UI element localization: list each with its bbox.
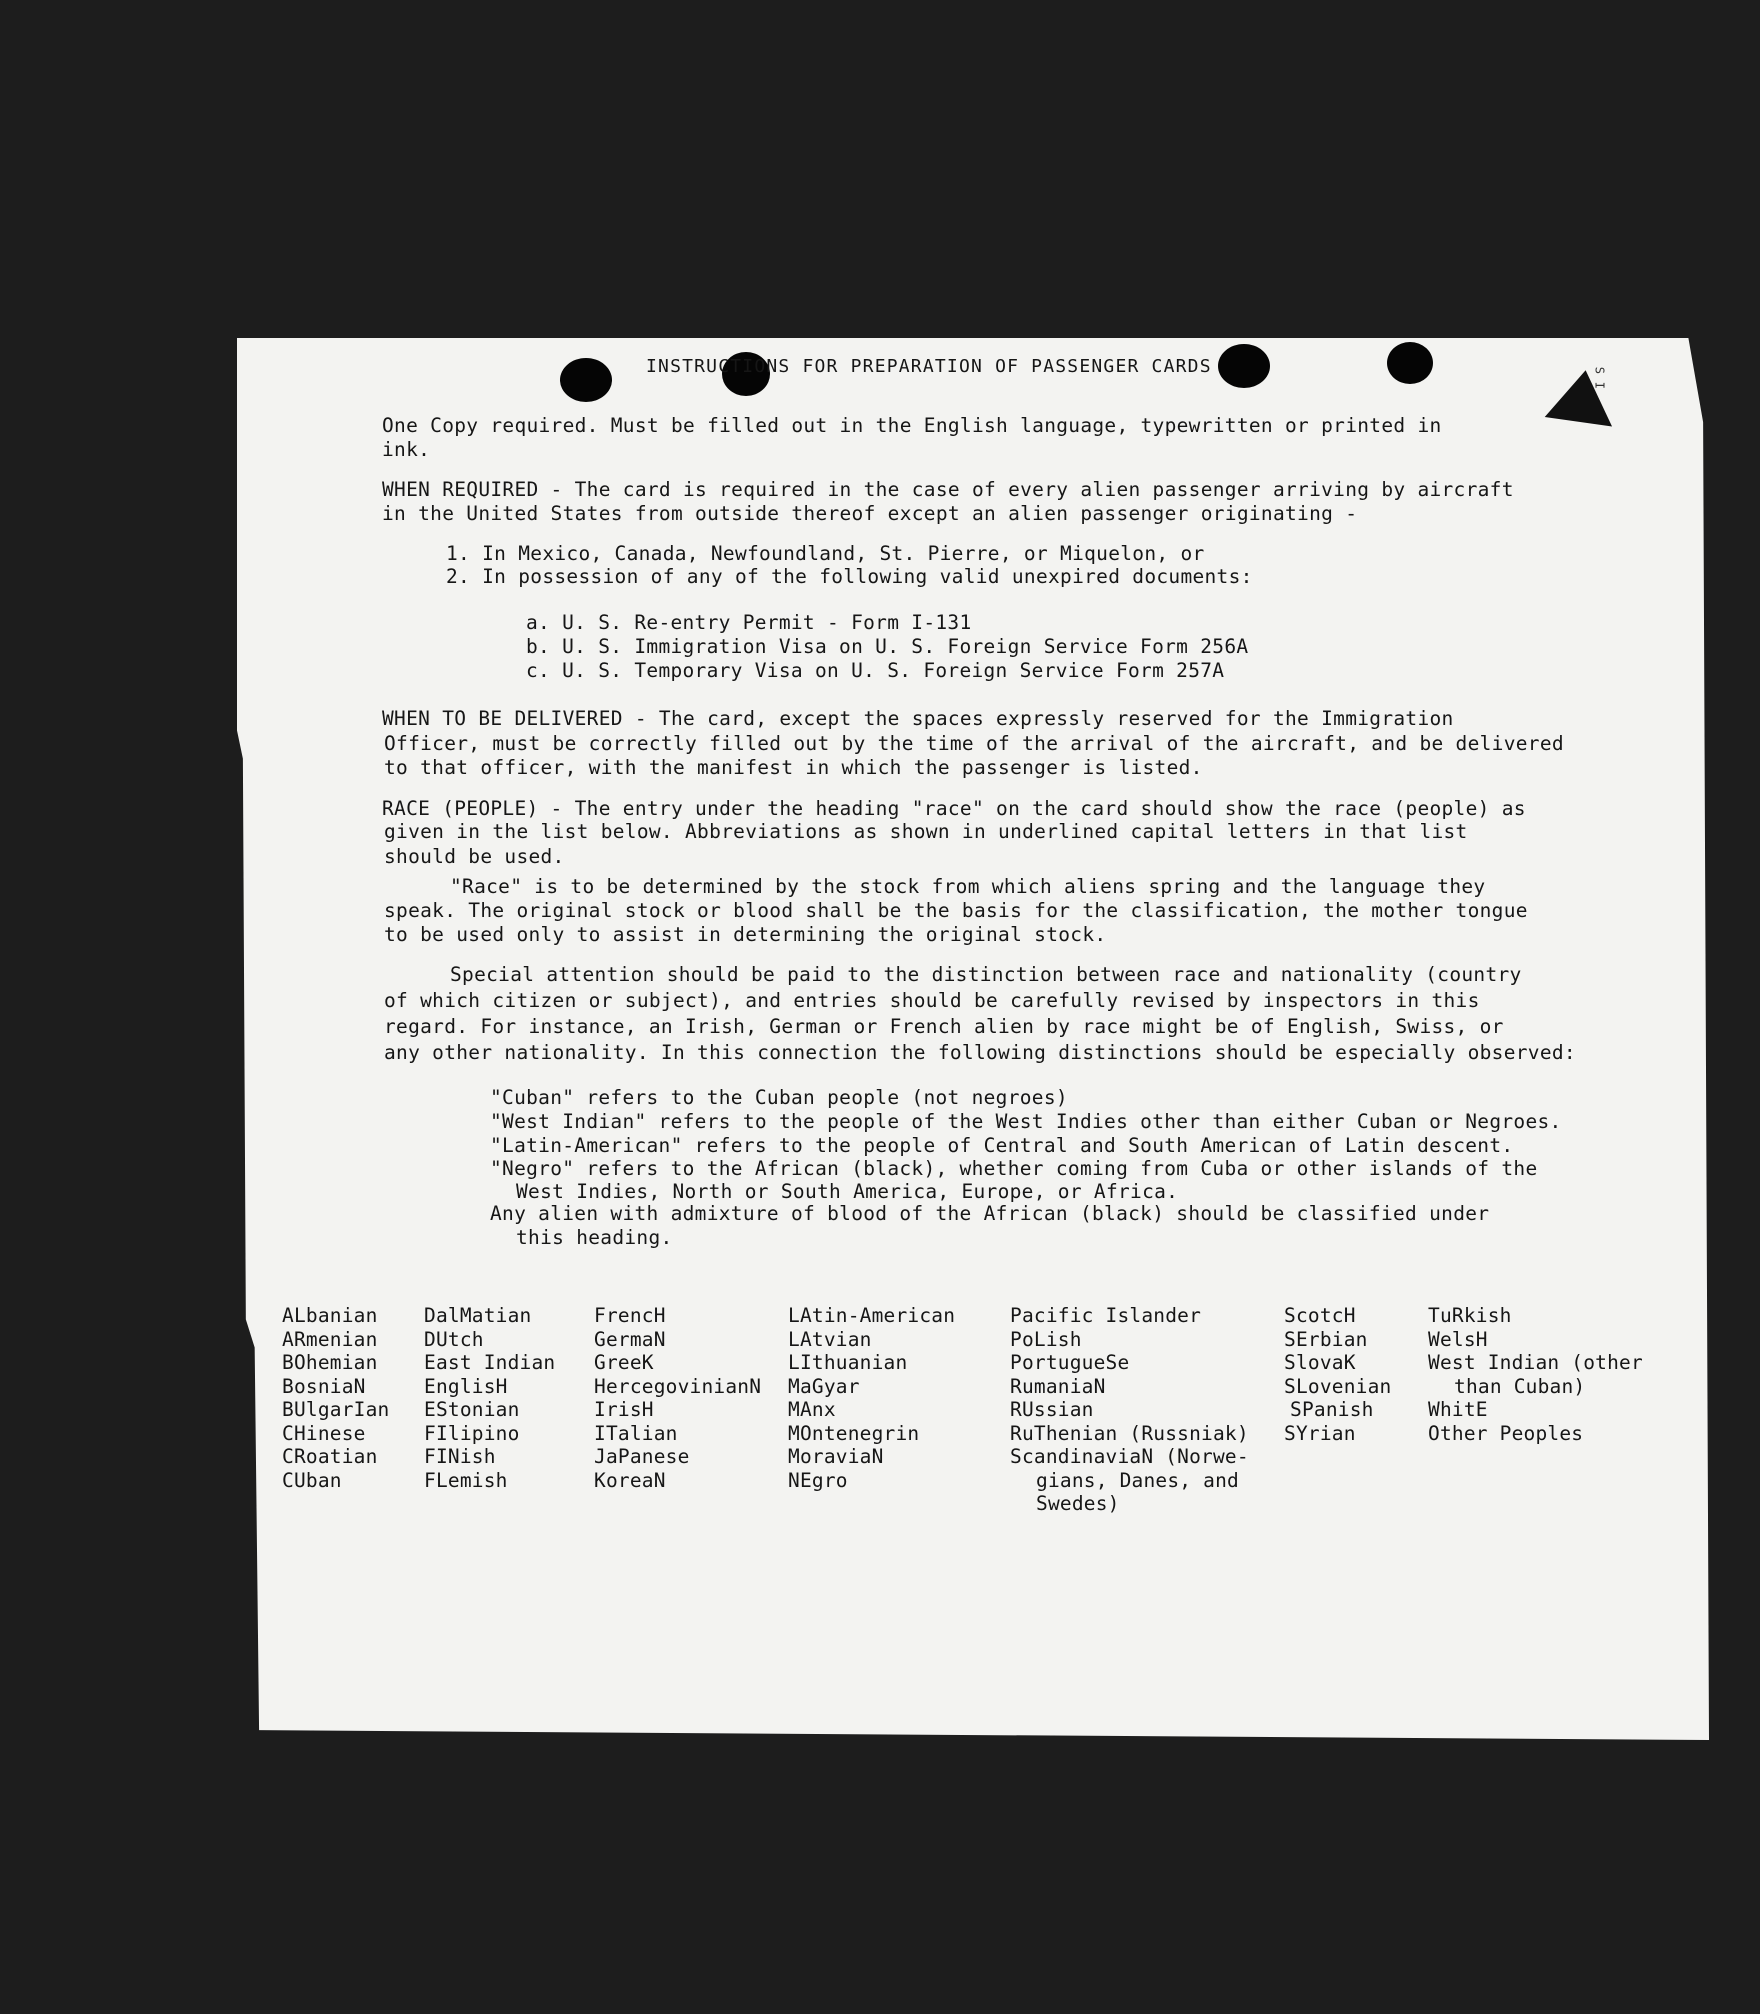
race-entry: DUtch: [424, 1327, 484, 1351]
distinction-west-indian: "West Indian" refers to the people of the West Indies other than either Cuban or Negroes.: [490, 1110, 1562, 1133]
race-entry: SLovenian: [1284, 1374, 1392, 1398]
race-entry: East Indian: [424, 1351, 556, 1374]
race-entry: PortugueSe: [1010, 1351, 1130, 1374]
race-entry: Swedes): [1036, 1492, 1120, 1515]
when-required-line-1: WHEN REQUIRED - The card is required in the case of every alien passenger arriving by aircraft: [382, 478, 1514, 501]
race-entry: MaGyar: [788, 1374, 860, 1398]
race-entry: ScotcH: [1284, 1304, 1356, 1327]
race-entry: Pacific Islander: [1010, 1304, 1202, 1327]
race-entry: MoraviaN: [788, 1445, 884, 1468]
intro-line-1: One Copy required. Must be filled out in the English language, typewritten or printed in: [382, 414, 1442, 437]
race-column-6: [1284, 1304, 1391, 1445]
intro-line-2: ink.: [382, 438, 431, 461]
race-column-4: [788, 1304, 955, 1492]
race-entry: ITalian: [594, 1421, 678, 1445]
race-entry: SYrian: [1284, 1421, 1356, 1445]
race-entry: RumaniaN: [1010, 1374, 1106, 1398]
race-para3-line-1: Special attention should be paid to the distinction between race and nationality (country: [450, 963, 1522, 986]
race-entry: LIthuanian: [788, 1351, 908, 1374]
race-column-7: [1428, 1304, 1643, 1445]
race-para3-line-4: any other nationality. In this connection the following distinctions should be especially observed:: [384, 1041, 1576, 1064]
distinction-admixture: Any alien with admixture of blood of the African (black) should be classified under: [490, 1202, 1490, 1225]
distinction-negro: "Negro" refers to the African (black), whether coming from Cuba or other islands of the: [490, 1157, 1538, 1180]
race-entry: BosniaN: [282, 1374, 366, 1398]
race-para2-line-1: "Race" is to be determined by the stock from which aliens spring and the language they: [450, 875, 1486, 898]
race-column-5: [1010, 1304, 1249, 1516]
race-entry: West Indian (other: [1428, 1351, 1643, 1374]
race-entry: TuRkish: [1428, 1304, 1512, 1327]
race-entry: FLemish: [424, 1468, 508, 1492]
race-column-1: [282, 1304, 389, 1492]
race-entry: NEgro: [788, 1468, 848, 1492]
race-entry: WelsH: [1428, 1327, 1488, 1351]
distinction-cuban: "Cuban" refers to the Cuban people (not negroes): [490, 1086, 1068, 1109]
race-line-2: given in the list below. Abbreviations as shown in underlined capital letters in that list: [384, 820, 1468, 843]
when-delivered-line-1: WHEN TO BE DELIVERED - The card, except the spaces expressly reserved for the Immigration: [382, 707, 1454, 730]
race-entry: PoLish: [1010, 1327, 1082, 1351]
race-entry: CRoatian: [282, 1445, 378, 1468]
race-entry: DalMatian: [424, 1304, 532, 1327]
when-required-item-2: 2. In possession of any of the following valid unexpired documents:: [446, 565, 1253, 588]
race-line-1: RACE (PEOPLE) - The entry under the heading "race" on the card should show the race (people) as: [382, 797, 1526, 820]
punch-hole-right: [1218, 344, 1270, 388]
race-entry: ALbanian: [282, 1304, 378, 1327]
race-entry: MOntenegrin: [788, 1421, 920, 1445]
distinction-latin-american: "Latin-American" refers to the people of Central and South American of Latin descent.: [490, 1134, 1514, 1157]
race-entry: MAnx: [788, 1398, 836, 1421]
race-entry: SlovaK: [1284, 1351, 1356, 1374]
race-entry: FrencH: [594, 1304, 666, 1327]
race-entry: RuThenian (Russniak): [1010, 1421, 1249, 1445]
document-a: a. U. S. Re-entry Permit - Form I-131: [526, 611, 972, 634]
race-column-2: [424, 1304, 555, 1492]
race-entry: WhitE: [1428, 1398, 1488, 1421]
when-delivered-line-2: Officer, must be correctly filled out by the time of the arrival of the aircraft, and be delivered: [384, 732, 1564, 755]
race-entry: than Cuban): [1454, 1374, 1586, 1398]
race-para3-line-3: regard. For instance, an Irish, German or French alien by race might be of English, Swiss, or: [384, 1015, 1504, 1038]
punch-hole-far-right: [1387, 342, 1433, 384]
race-entry: FINish: [424, 1445, 496, 1468]
race-entry: CHinese: [282, 1421, 366, 1445]
race-entry: SErbian: [1284, 1327, 1368, 1351]
race-entry: GermaN: [594, 1327, 666, 1351]
race-entry: BOhemian: [282, 1351, 378, 1374]
punch-hole-left: [560, 358, 612, 402]
race-entry: HercegovinianN: [594, 1374, 762, 1398]
race-entry: Other Peoples: [1428, 1421, 1584, 1445]
race-entry: SPanish: [1290, 1398, 1374, 1421]
when-required-line-2: in the United States from outside thereof except an alien passenger originating -: [382, 502, 1358, 525]
race-entry: gians, Danes, and: [1036, 1468, 1239, 1492]
race-entry: LAtin-American: [788, 1304, 956, 1327]
distinction-admixture-cont: this heading.: [516, 1226, 673, 1249]
race-entry: FIlipino: [424, 1421, 520, 1445]
race-entry: EnglisH: [424, 1374, 508, 1398]
race-entry: JaPanese: [594, 1445, 690, 1468]
distinction-negro-cont: West Indies, North or South America, Europe, or Africa.: [516, 1180, 1179, 1203]
race-para3-line-2: of which citizen or subject), and entries should be carefully revised by inspectors in this: [384, 989, 1480, 1012]
race-entry: GreeK: [594, 1351, 654, 1374]
race-entry: CUban: [282, 1468, 342, 1492]
race-entry: ScandinaviaN (Norwe-: [1010, 1445, 1249, 1468]
when-delivered-line-3: to that officer, with the manifest in which the passenger is listed.: [384, 756, 1203, 779]
race-entry: IrisH: [594, 1398, 654, 1421]
race-entry: KoreaN: [594, 1468, 666, 1492]
race-entry: LAtvian: [788, 1327, 872, 1351]
race-line-3: should be used.: [384, 845, 565, 868]
race-entry: ARmenian: [282, 1327, 378, 1351]
race-entry: EStonian: [424, 1398, 520, 1421]
race-column-3: [594, 1304, 761, 1492]
corner-stamp-text: S I: [1592, 366, 1607, 390]
page-title: INSTRUCTIONS FOR PREPARATION OF PASSENGER CARDS: [646, 356, 1212, 377]
document-b: b. U. S. Immigration Visa on U. S. Foreign Service Form 256A: [526, 635, 1249, 658]
race-entry: BUlgarIan: [282, 1398, 390, 1421]
when-required-item-1: 1. In Mexico, Canada, Newfoundland, St. Pierre, or Miquelon, or: [446, 542, 1205, 565]
document-c: c. U. S. Temporary Visa on U. S. Foreign Service Form 257A: [526, 659, 1225, 682]
race-entry: RUssian: [1010, 1398, 1094, 1421]
race-para2-line-3: to be used only to assist in determining the original stock.: [384, 923, 1107, 946]
race-para2-line-2: speak. The original stock or blood shall be the basis for the classification, the mother tongue: [384, 899, 1528, 922]
